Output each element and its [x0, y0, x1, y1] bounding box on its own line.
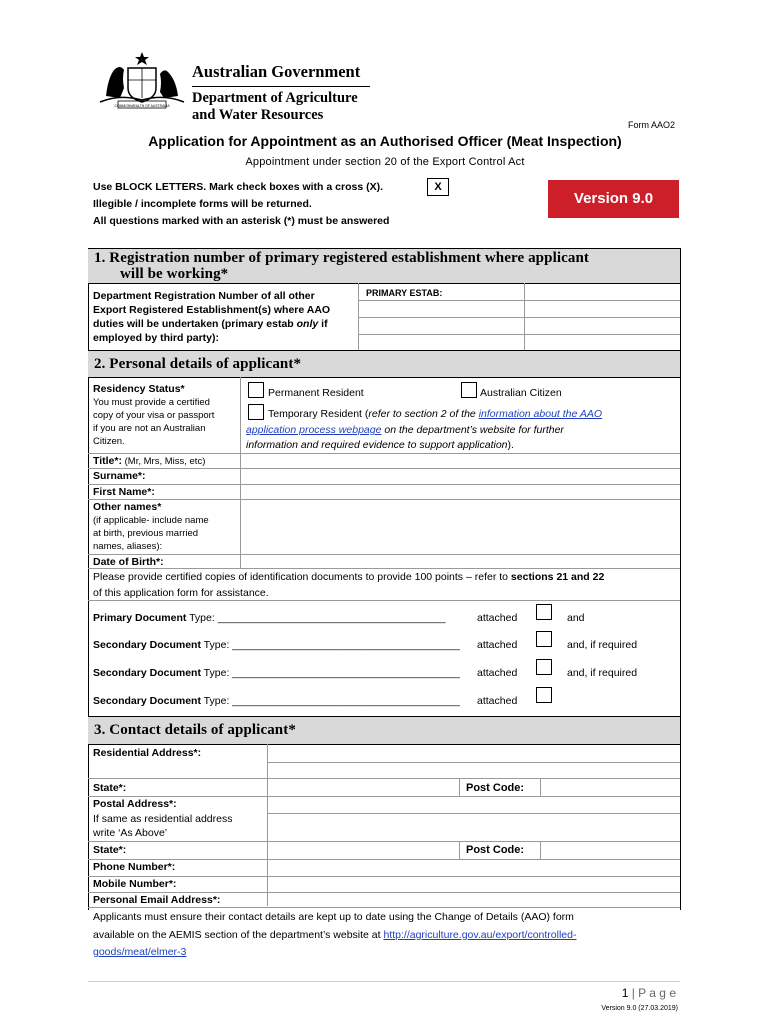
footer-version: Version 9.0 (27.03.2019) — [601, 1005, 678, 1012]
australian-citizen-checkbox[interactable] — [461, 382, 477, 398]
section2-heading: 2. Personal details of applicant* — [94, 356, 302, 372]
residency-label: Residency Status* — [93, 383, 185, 395]
temporary-resident-line2: application process webpage on the department’s website for further — [246, 424, 564, 436]
estab-field-3[interactable] — [359, 318, 523, 333]
temporary-resident-label: Temporary Resident (refer to section 2 of the information about the AAO — [268, 408, 603, 420]
mobile-label: Mobile Number*: — [93, 878, 177, 890]
postal-note-2: write ‘As Above’ — [93, 827, 168, 839]
postcode2-label: Post Code: — [466, 844, 525, 856]
doc-row-2: Secondary Document Type: _______________________________________ — [93, 639, 461, 651]
title-label: Title*: (Mr, Mrs, Miss, etc) — [93, 455, 206, 467]
othernames-note-1: (if applicable- include name — [93, 515, 209, 526]
permanent-resident-label: Permanent Resident — [268, 387, 364, 399]
doc-row-1-suffix: and — [567, 612, 585, 624]
doc-row-1-checkbox[interactable] — [536, 604, 552, 620]
contact-note-2: available on the AEMIS section of the department’s website at http://agriculture.gov.au/export/controlled- — [93, 929, 577, 941]
dob-field[interactable] — [241, 555, 679, 567]
section1-heading: 1. Registration number of primary registered establishment where applicant — [94, 250, 590, 266]
doc-row-2-checkbox[interactable] — [536, 631, 552, 647]
postcode-field[interactable] — [541, 779, 679, 795]
s1-desc-3: duties will be undertaken (primary estab only if — [93, 318, 328, 330]
mobile-field[interactable] — [268, 877, 679, 891]
doc-row-4-attached: attached — [477, 695, 518, 707]
instruction-asterisk: All questions marked with an asterisk (*) must be answered — [93, 215, 390, 227]
s1-desc-2: Export Registered Establishment(s) where AAO — [93, 304, 331, 316]
dob-label: Date of Birth*: — [93, 556, 164, 568]
state2-field[interactable] — [268, 842, 458, 858]
section3-heading: 3. Contact details of applicant* — [94, 722, 296, 738]
doc-row-3-suffix: and, if required — [567, 667, 638, 679]
aemis-link[interactable]: http://agriculture.gov.au/export/controlled- — [383, 929, 577, 941]
instruction-illegible: Illegible / incomplete forms will be returned. — [93, 198, 312, 210]
page-title: Application for Appointment as an Authorised Officer (Meat Inspection) — [148, 133, 622, 149]
svg-text:COMMONWEALTH OF AUSTRALIA: COMMONWEALTH OF AUSTRALIA — [114, 104, 170, 108]
postcode-label: Post Code: — [466, 782, 525, 794]
permanent-resident-checkbox[interactable] — [248, 382, 264, 398]
contact-note-3 — [93, 945, 186, 959]
doc-row-1-attached: attached — [477, 612, 518, 624]
s1-desc-1: Department Registration Number of all other — [93, 290, 315, 302]
section1-heading-2: will be working* — [120, 266, 229, 282]
postal-note-1: If same as residential address — [93, 813, 233, 825]
postal-address-label: Postal Address*: — [93, 798, 177, 810]
version-badge: Version 9.0 — [548, 180, 679, 218]
aemis-link-cont[interactable]: goods/meat/elmer-3 — [93, 946, 187, 958]
doc-row-4-checkbox[interactable] — [536, 687, 552, 703]
surname-field[interactable] — [241, 469, 679, 483]
residency-note-1: You must provide a certified — [93, 397, 210, 408]
othernames-field[interactable] — [241, 500, 679, 554]
doc-row-3-checkbox[interactable] — [536, 659, 552, 675]
example-checkbox: X — [427, 178, 449, 196]
doc-row-2-attached: attached — [477, 639, 518, 651]
contact-note-1: Applicants must ensure their contact details are kept up to date using the Change of Details (AAO) form — [93, 911, 574, 923]
aao-info-link[interactable]: information about the AAO — [478, 408, 603, 420]
page-subtitle: Appointment under section 20 of the Export Control Act — [245, 156, 525, 168]
doc-row-1: Primary Document Type: _______________________________________ — [93, 612, 446, 624]
id-instruction-1: Please provide certified copies of identification documents to provide 100 points – refer to sections 21 and 22 — [93, 571, 605, 583]
dept-line2: and Water Resources — [192, 107, 324, 123]
residency-note-4: Citizen. — [93, 436, 125, 447]
state-field[interactable] — [268, 779, 458, 795]
residency-note-3: if you are not an Australian — [93, 423, 206, 434]
gov-title: Australian Government — [192, 62, 361, 81]
doc-row-3-attached: attached — [477, 667, 518, 679]
government-crest — [96, 50, 188, 112]
residency-note-2: copy of your visa or passport — [93, 410, 215, 421]
estab-field-2[interactable] — [525, 284, 679, 299]
othernames-note-2: at birth, previous married — [93, 528, 199, 539]
res-address-field[interactable] — [268, 745, 679, 777]
email-label: Personal Email Address*: — [93, 894, 221, 906]
phone-label: Phone Number*: — [93, 861, 176, 873]
email-field[interactable] — [268, 893, 679, 906]
aao-webpage-link[interactable]: application process webpage — [246, 424, 382, 436]
id-instruction-2: of this application form for assistance. — [93, 587, 269, 599]
state-label: State*: — [93, 782, 127, 794]
page-number: 1 | P a g e — [621, 986, 676, 1000]
s1-desc-4: employed by third party): — [93, 332, 220, 344]
othernames-note-3: names, aliases): — [93, 541, 163, 552]
estab-field-4[interactable] — [525, 318, 679, 333]
form-number: Form AAO2 — [628, 120, 676, 130]
state2-label: State*: — [93, 844, 127, 856]
surname-label: Surname*: — [93, 470, 146, 482]
doc-row-4: Secondary Document Type: _______________________________________ — [93, 695, 461, 707]
temporary-resident-checkbox[interactable] — [248, 404, 264, 420]
primary-estab-field[interactable] — [359, 301, 523, 316]
othernames-label: Other names* — [93, 501, 162, 513]
firstname-label: First Name*: — [93, 486, 155, 498]
firstname-field[interactable] — [241, 485, 679, 499]
primary-estab-label: PRIMARY ESTAB: — [366, 288, 443, 298]
instruction-block-letters: Use BLOCK LETTERS. Mark check boxes with a cross (X). — [93, 181, 383, 193]
temporary-resident-line3: information and required evidence to support application). — [246, 439, 514, 451]
phone-field[interactable] — [268, 860, 679, 875]
title-field[interactable] — [241, 454, 679, 468]
postal-address-field[interactable] — [268, 797, 679, 840]
doc-row-2-suffix: and, if required — [567, 639, 638, 651]
dept-line1: Department of Agriculture — [192, 90, 358, 106]
australian-citizen-label: Australian Citizen — [480, 387, 562, 399]
postcode2-field[interactable] — [541, 842, 679, 858]
res-address-label: Residential Address*: — [93, 747, 202, 759]
doc-row-3: Secondary Document Type: _______________________________________ — [93, 667, 461, 679]
